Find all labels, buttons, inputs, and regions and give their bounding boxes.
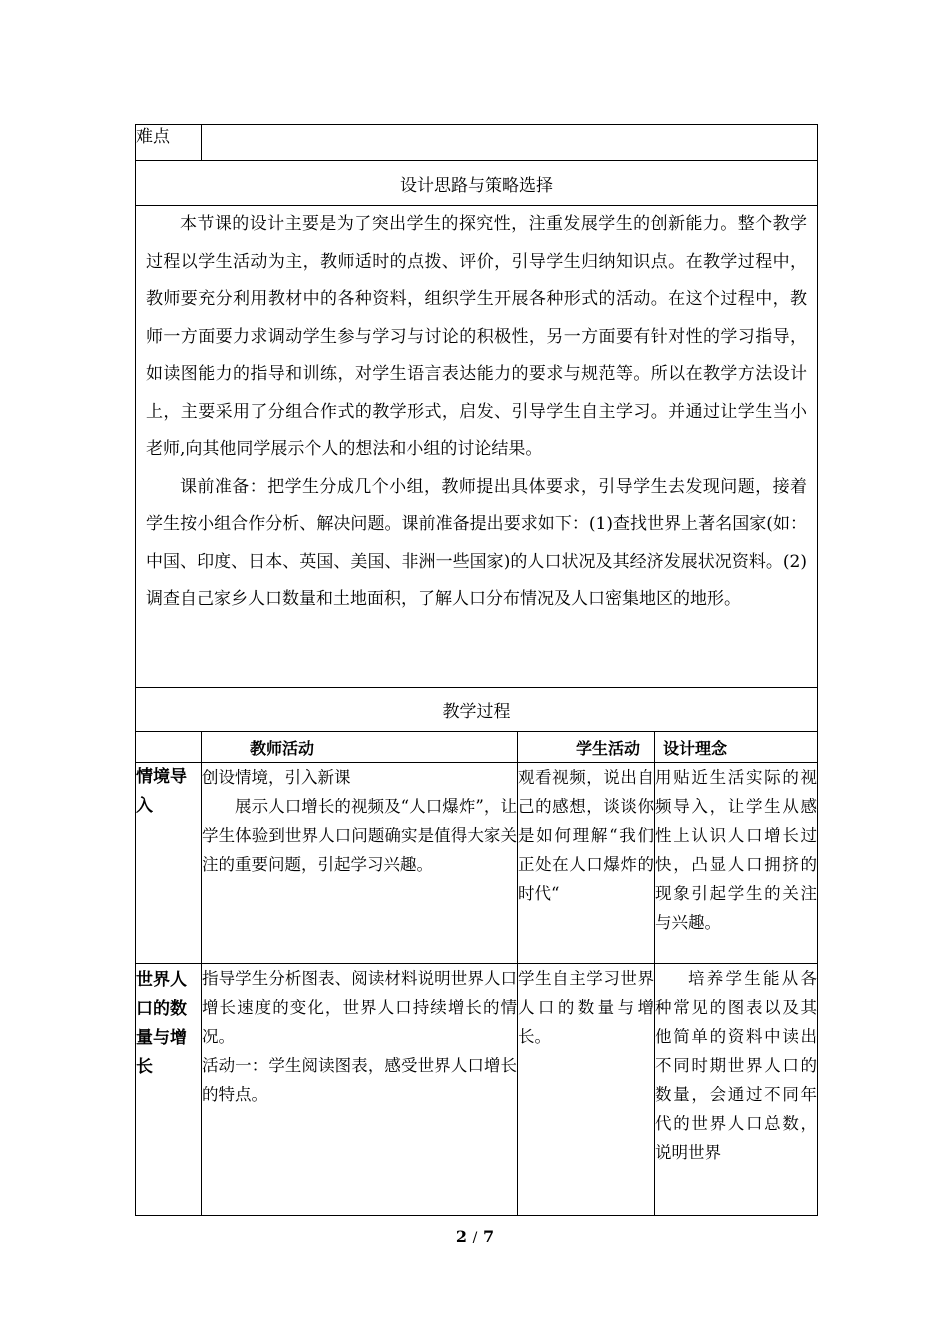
page-separator: /	[472, 1230, 478, 1246]
student-activity-1-text: 观看视频，说出自己的感想，谈谈你是如何理解“我们正处在人口爆炸的时代“	[518, 768, 654, 903]
page-number	[0, 1227, 950, 1246]
stage-row-1	[136, 763, 818, 964]
student-activity-2	[518, 964, 655, 1216]
student-column-header: 学生活动	[518, 732, 655, 763]
design-paragraph-1: 本节课的设计主要是为了突出学生的探究性，注重发展学生的创新能力。整个教学过程以学生活动为主，教师适时的点拨、评价，引导学生归纳知识点。在教学过程中，教师要充分利用教材中的各种资料，组织学生开展各种形式的活动。在这个过程中，教师一方面要力求调动学生参与学习与讨论的积极性，另一方面要有针对性的学习指导，如读图能力的指导和训练，对学生语言表达能力的要求与规范等。所以在教学方法设计上，主要采用了分组合作式的教学形式，启发、引导学生自主学习。并通过让学生当小老师,向其他同学展示个人的想法和小组的讨论结果。	[146, 214, 808, 459]
design-heading: 设计思路与策略选择	[136, 161, 818, 206]
teacher-activity-2	[202, 964, 518, 1216]
difficulty-label: 难点	[136, 125, 202, 161]
teacher-column-header: 教师活动	[202, 732, 518, 763]
design-concept-1	[655, 763, 818, 964]
design-body-row	[136, 206, 818, 688]
design-concept-2	[655, 964, 818, 1216]
current-page: 2	[455, 1227, 468, 1246]
student-activity-2-text: 学生自主学习世界人口的数量与增长。	[518, 969, 654, 1046]
lesson-plan-table	[135, 124, 818, 1216]
column-header-row	[136, 732, 818, 763]
teacher-activity-2-line-2: 活动一：学生阅读图表，感受世界人口增长的特点。	[202, 1056, 517, 1104]
process-heading-row	[136, 688, 818, 732]
difficulty-row	[136, 125, 818, 161]
teacher-activity-2-line-1: 指导学生分析图表、阅读材料说明世界人口增长速度的变化，世界人口持续增长的情况。	[202, 969, 517, 1046]
stage-name-1: 情境导入	[136, 763, 202, 964]
design-body	[136, 206, 818, 688]
design-concept-2-text: 培养学生能从各种常见的图表以及其他简单的资料中读出不同时期世界人口的数量，会通过不同年代的世界人口总数，说明世界	[655, 969, 818, 1162]
design-paragraph-2: 课前准备：把学生分成几个小组，教师提出具体要求，引导学生去发现问题，接着学生按小组合作分析、解决问题。课前准备提出要求如下：(1)查找世界上著名国家(如：中国、印度、日本、英国、美国、非洲一些国家)的人口状况及其经济发展状况资料。(2)调查自己家乡人口数量和土地面积，了解人口分布情况及人口密集地区的地形。	[146, 476, 808, 609]
teacher-activity-1-line-1: 创设情境，引入新课	[202, 768, 351, 787]
stage-header-empty	[136, 732, 202, 763]
teacher-activity-1	[202, 763, 518, 964]
stage-row-2	[136, 964, 818, 1216]
design-concept-1-text: 用贴近生活实际的视频导入，让学生从感性上认识人口增长过快，凸显人口拥挤的现象引起学生的关注与兴趣。	[655, 768, 818, 932]
difficulty-value	[202, 125, 818, 161]
process-heading: 教学过程	[136, 688, 818, 732]
total-pages: 7	[482, 1227, 495, 1246]
student-activity-1	[518, 763, 655, 964]
design-heading-row	[136, 161, 818, 206]
concept-column-header: 设计理念	[655, 732, 818, 763]
teacher-activity-1-line-2: 展示人口增长的视频及“人口爆炸”，让学生体验到世界人口问题确实是值得大家关注的重要问题，引起学习兴趣。	[202, 797, 517, 874]
stage-name-2: 世界人口的数量与增长	[136, 964, 202, 1216]
